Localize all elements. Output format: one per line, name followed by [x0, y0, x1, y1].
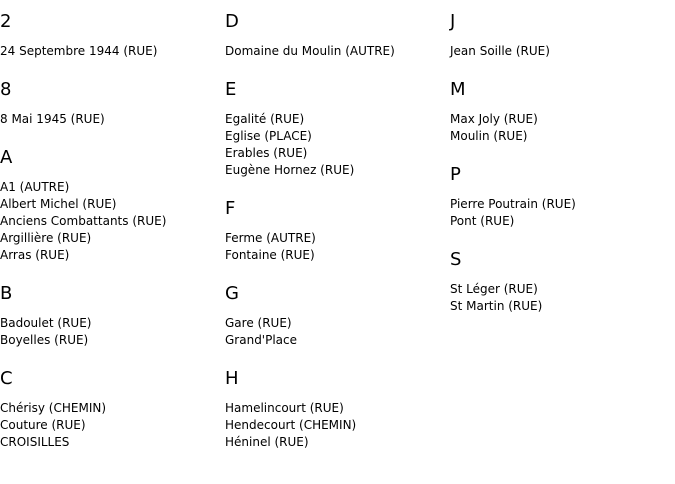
letter-group: [225, 12, 450, 60]
street-column-2: [225, 0, 450, 451]
street-link[interactable]: Eugène Hornez (RUE): [225, 163, 355, 177]
street-link[interactable]: 8 Mai 1945 (RUE): [0, 112, 105, 126]
street-list-item: [225, 43, 450, 60]
street-list-item: [225, 230, 450, 247]
letter-group: [225, 284, 450, 349]
street-list-item: [450, 43, 675, 60]
letter-group: [0, 12, 225, 60]
letter-group: [225, 369, 450, 451]
street-link[interactable]: Max Joly (RUE): [450, 112, 538, 126]
letter-heading: J: [450, 11, 456, 32]
street-link[interactable]: Chérisy (CHEMIN): [0, 401, 107, 415]
letter-heading: S: [450, 249, 462, 270]
street-list: [450, 281, 675, 315]
street-link[interactable]: Jean Soille (RUE): [450, 44, 550, 58]
street-list: [0, 179, 225, 264]
street-list-item: [225, 247, 450, 264]
street-link[interactable]: Anciens Combattants (RUE): [0, 214, 167, 228]
street-list-item: [0, 417, 225, 434]
street-link[interactable]: Pierre Poutrain (RUE): [450, 197, 576, 211]
street-list: [225, 315, 450, 349]
street-list-item: [0, 230, 225, 247]
street-list-item: [0, 213, 225, 230]
letter-group: [0, 80, 225, 128]
letter-heading: 8: [0, 79, 12, 100]
letter-group: [450, 250, 675, 315]
letter-group: [225, 199, 450, 264]
street-list-item: [450, 128, 675, 145]
letter-heading: M: [450, 79, 466, 100]
street-list-item: [225, 434, 450, 451]
letter-heading: E: [225, 79, 237, 100]
street-list: [225, 230, 450, 264]
street-list-item: [225, 111, 450, 128]
street-link[interactable]: 24 Septembre 1944 (RUE): [0, 44, 158, 58]
letter-heading: 2: [0, 11, 12, 32]
street-list: [0, 111, 225, 128]
street-list-item: [225, 128, 450, 145]
street-link[interactable]: Arras (RUE): [0, 248, 70, 262]
street-list: [225, 400, 450, 451]
street-list: [450, 111, 675, 145]
street-list-item: [225, 417, 450, 434]
street-link[interactable]: Grand'Place: [225, 333, 298, 347]
street-list: [0, 43, 225, 60]
street-link[interactable]: Albert Michel (RUE): [0, 197, 117, 211]
street-link[interactable]: Hamelincourt (RUE): [225, 401, 344, 415]
street-link[interactable]: Badoulet (RUE): [0, 316, 92, 330]
street-list-item: [225, 145, 450, 162]
street-list: [0, 315, 225, 349]
street-link[interactable]: Fontaine (RUE): [225, 248, 315, 262]
street-link[interactable]: Gare (RUE): [225, 316, 292, 330]
street-list: [0, 400, 225, 451]
street-list-item: [450, 281, 675, 298]
street-list-item: [225, 400, 450, 417]
street-list: [450, 196, 675, 230]
street-link[interactable]: Ferme (AUTRE): [225, 231, 316, 245]
street-list-item: [450, 196, 675, 213]
street-list-item: [450, 111, 675, 128]
street-link[interactable]: Egalité (RUE): [225, 112, 305, 126]
street-link[interactable]: Moulin (RUE): [450, 129, 528, 143]
street-list-item: [225, 162, 450, 179]
letter-group: [225, 80, 450, 179]
letter-group: [0, 284, 225, 349]
street-list-item: [450, 213, 675, 230]
street-list-item: [0, 196, 225, 213]
street-column-1: [0, 0, 225, 451]
street-column-3: [450, 0, 675, 315]
street-link[interactable]: Argillière (RUE): [0, 231, 92, 245]
letter-heading: B: [0, 283, 13, 304]
letter-group: [450, 12, 675, 60]
letter-heading: A: [0, 147, 13, 168]
street-link[interactable]: Eglise (PLACE): [225, 129, 312, 143]
letter-heading: F: [225, 198, 236, 219]
street-list-item: [0, 179, 225, 196]
letter-group: [0, 369, 225, 451]
letter-group: [0, 148, 225, 264]
street-list: [225, 111, 450, 179]
street-list-item: [450, 298, 675, 315]
street-list-item: [0, 332, 225, 349]
street-list-item: [0, 111, 225, 128]
street-list: [450, 43, 675, 60]
street-link[interactable]: Couture (RUE): [0, 418, 86, 432]
street-link[interactable]: St Léger (RUE): [450, 282, 538, 296]
street-link[interactable]: Boyelles (RUE): [0, 333, 89, 347]
letter-group: [450, 165, 675, 230]
street-list-item: [0, 315, 225, 332]
street-list-item: [0, 434, 225, 451]
street-list-item: [0, 43, 225, 60]
letter-heading: D: [225, 11, 239, 32]
street-link[interactable]: A1 (AUTRE): [0, 180, 70, 194]
letter-heading: H: [225, 368, 239, 389]
street-link[interactable]: Domaine du Moulin (AUTRE): [225, 44, 395, 58]
street-link[interactable]: CROISILLES: [0, 435, 70, 449]
street-list-item: [0, 247, 225, 264]
street-link[interactable]: St Martin (RUE): [450, 299, 543, 313]
street-list-item: [225, 315, 450, 332]
letter-heading: G: [225, 283, 239, 304]
letter-heading: P: [450, 164, 461, 185]
street-list: [225, 43, 450, 60]
letter-group: [450, 80, 675, 145]
street-link[interactable]: Pont (RUE): [450, 214, 515, 228]
street-list-item: [225, 332, 450, 349]
street-list-item: [0, 400, 225, 417]
street-link[interactable]: Erables (RUE): [225, 146, 308, 160]
street-link[interactable]: Héninel (RUE): [225, 435, 309, 449]
letter-heading: C: [0, 368, 13, 389]
street-link[interactable]: Hendecourt (CHEMIN): [225, 418, 357, 432]
